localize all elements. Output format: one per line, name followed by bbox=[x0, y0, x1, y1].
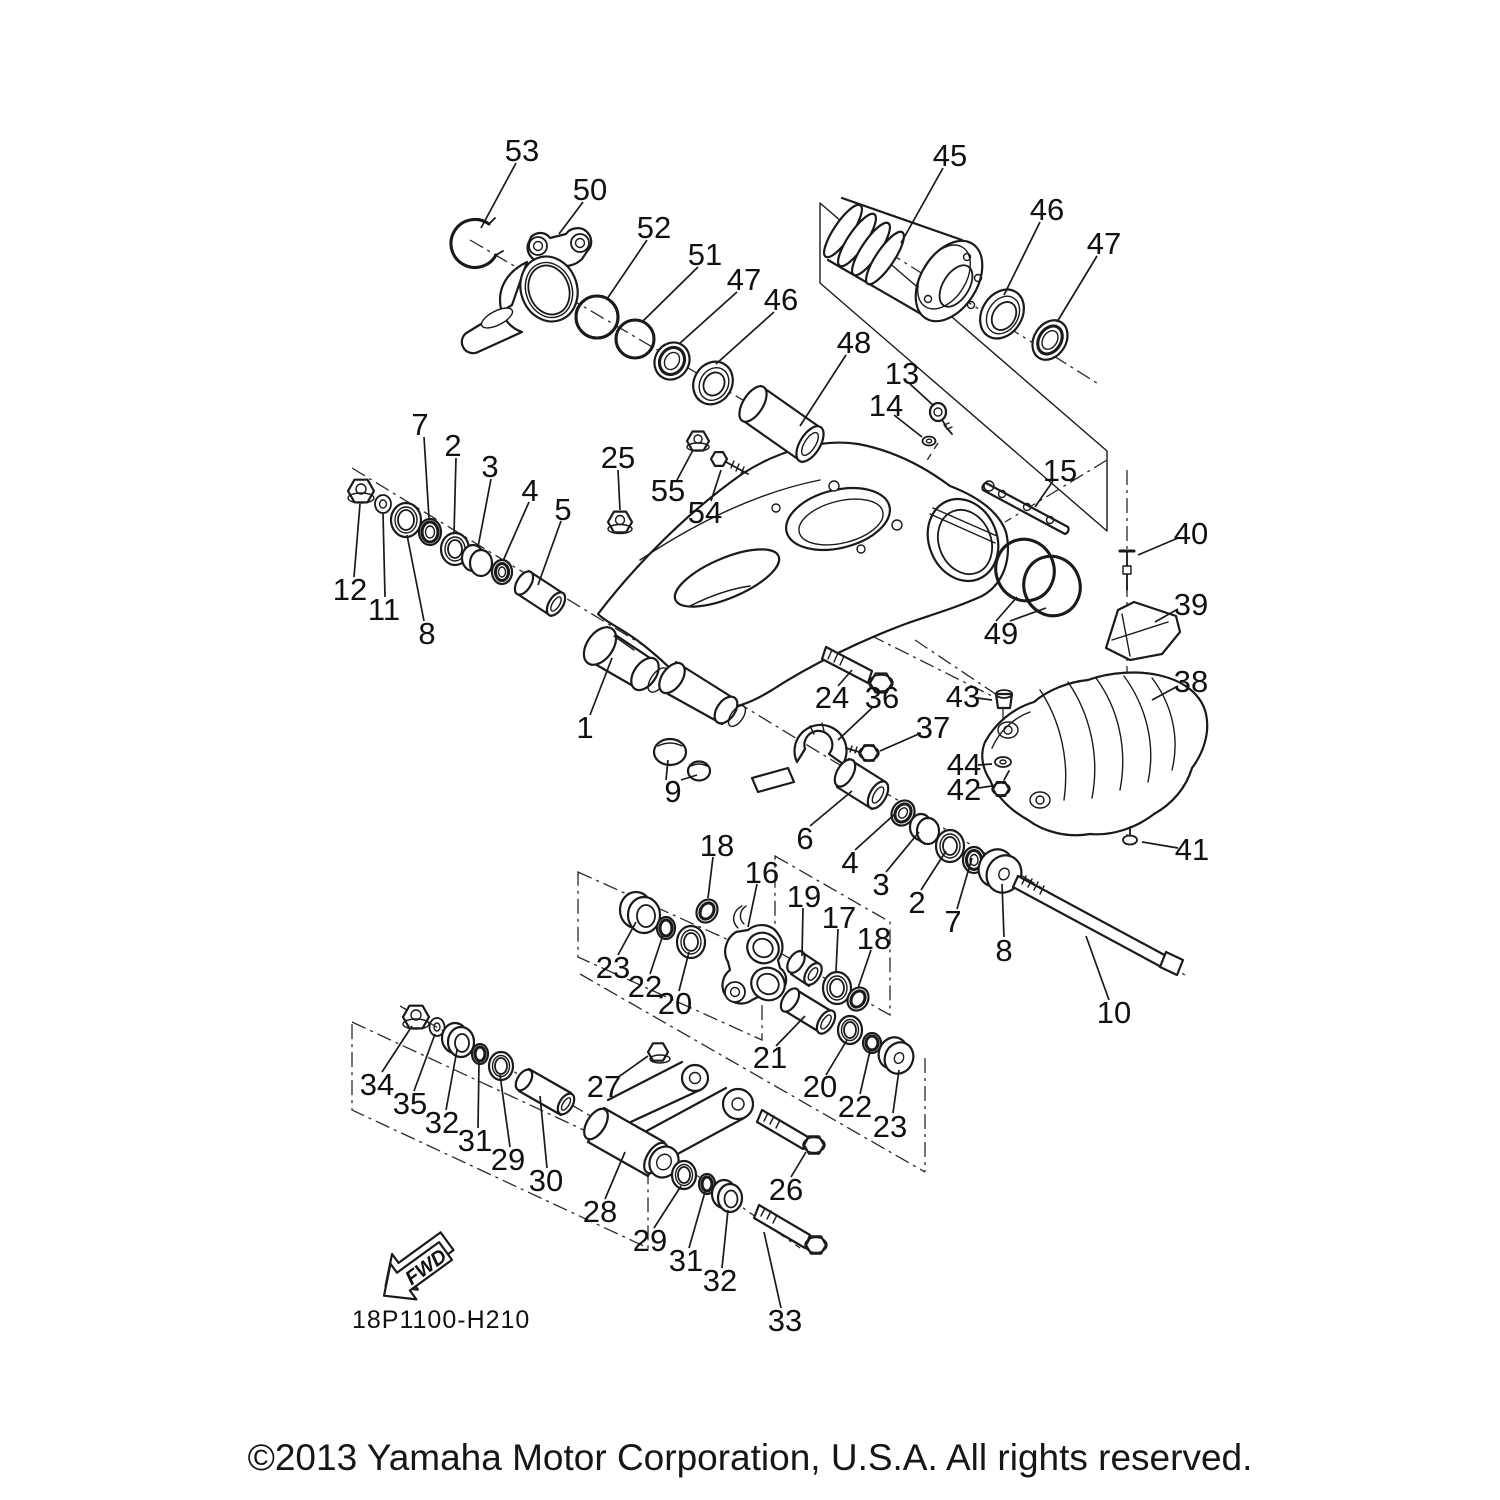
leader-line-51 bbox=[643, 267, 698, 321]
leader-line-34 bbox=[382, 1026, 412, 1072]
bearing-29-bottom bbox=[672, 1161, 696, 1189]
seal-4-left bbox=[492, 560, 512, 584]
fwd-arrow bbox=[367, 1223, 464, 1313]
copyright-line: ©2013 Yamaha Motor Corporation, U.S.A. All rights reserved. bbox=[247, 1437, 1253, 1478]
leader-line-12 bbox=[354, 504, 360, 577]
nut-55 bbox=[687, 432, 709, 452]
bushing-8-left bbox=[391, 503, 421, 537]
seal-47-left bbox=[648, 336, 696, 386]
callout-21: 21 bbox=[752, 1040, 788, 1075]
callout-18: 18 bbox=[699, 828, 735, 863]
bearing-2-right bbox=[936, 830, 964, 862]
leader-line-29 bbox=[500, 1075, 510, 1147]
guard-bracket-group bbox=[451, 218, 829, 466]
wedge-39 bbox=[1106, 602, 1180, 660]
callout-31: 31 bbox=[668, 1243, 704, 1278]
callout-48: 48 bbox=[836, 325, 872, 360]
callout-33: 33 bbox=[767, 1303, 803, 1338]
relay-arm-16 bbox=[723, 906, 791, 1006]
callout-43: 43 bbox=[945, 679, 981, 714]
pin-40 bbox=[1120, 551, 1134, 590]
callout-4: 4 bbox=[521, 473, 539, 508]
leader-line-53 bbox=[481, 163, 516, 228]
leader-line-35 bbox=[414, 1034, 435, 1091]
nut-12 bbox=[348, 480, 374, 503]
leader-line-47 bbox=[1057, 256, 1097, 322]
callout-38: 38 bbox=[1173, 664, 1209, 699]
callout-26: 26 bbox=[768, 1172, 804, 1207]
callout-2: 2 bbox=[444, 428, 462, 463]
cover-32-left bbox=[442, 1023, 474, 1057]
leader-line-52 bbox=[607, 240, 647, 299]
leader-line-18 bbox=[708, 857, 713, 898]
snap-ring bbox=[451, 218, 503, 267]
nut-27 bbox=[648, 1043, 670, 1063]
callout-28: 28 bbox=[582, 1194, 618, 1229]
callout-7: 7 bbox=[944, 904, 962, 939]
leader-line-33 bbox=[764, 1232, 781, 1308]
damper-43 bbox=[996, 690, 1012, 708]
leader-line-29 bbox=[654, 1186, 681, 1228]
callout-8: 8 bbox=[995, 933, 1013, 968]
bolt-13 bbox=[930, 403, 952, 434]
leader-line-7 bbox=[424, 437, 429, 518]
callout-37: 37 bbox=[915, 710, 951, 745]
pivot-shaft-10 bbox=[1013, 876, 1183, 975]
leader-line-48 bbox=[800, 355, 846, 426]
leader-line-31 bbox=[478, 1062, 479, 1128]
callout-42: 42 bbox=[946, 772, 982, 807]
bearing-29-left bbox=[489, 1052, 513, 1080]
callout-34: 34 bbox=[359, 1067, 395, 1102]
leader-line-23 bbox=[893, 1070, 899, 1113]
callout-11: 11 bbox=[367, 592, 401, 627]
callout-27: 27 bbox=[586, 1069, 622, 1104]
leader-line-32 bbox=[722, 1210, 728, 1268]
nut-34 bbox=[403, 1006, 429, 1029]
caps-9 bbox=[654, 739, 710, 781]
callout-19: 19 bbox=[786, 879, 822, 914]
bearing-20-left bbox=[677, 926, 705, 958]
collar-30 bbox=[512, 1067, 577, 1117]
seal-47-right bbox=[1025, 314, 1074, 367]
callout-7: 7 bbox=[411, 407, 429, 442]
fwd-label: FWD bbox=[401, 1245, 452, 1290]
leader-line-16 bbox=[748, 884, 757, 927]
leader-line-46 bbox=[1004, 222, 1040, 295]
seal-18-top bbox=[692, 896, 721, 927]
leader-line-32 bbox=[446, 1050, 457, 1110]
callout-31: 31 bbox=[457, 1123, 493, 1158]
leader-line-25 bbox=[618, 470, 620, 510]
callout-3: 3 bbox=[481, 449, 499, 484]
leader-line-31 bbox=[689, 1192, 705, 1248]
callout-55: 55 bbox=[650, 473, 686, 508]
callout-39: 39 bbox=[1173, 587, 1209, 622]
leader-line-41 bbox=[1142, 842, 1178, 848]
collar-3-left bbox=[462, 545, 492, 576]
callout-5: 5 bbox=[554, 492, 572, 527]
leader-line-46 bbox=[716, 312, 774, 364]
axle-housing bbox=[818, 198, 996, 333]
collar-19 bbox=[784, 948, 826, 988]
callout-44: 44 bbox=[946, 747, 982, 782]
callout-35: 35 bbox=[392, 1086, 428, 1121]
cover-32-bottom bbox=[712, 1180, 742, 1212]
bolt-54 bbox=[711, 452, 748, 474]
o-ring-52 bbox=[576, 296, 618, 338]
callout-23: 23 bbox=[595, 950, 631, 985]
leader-line-3 bbox=[886, 832, 919, 872]
callout-9: 9 bbox=[664, 774, 682, 809]
leader-line-28 bbox=[605, 1152, 625, 1199]
callout-20: 20 bbox=[657, 986, 693, 1021]
callout-23: 23 bbox=[872, 1109, 908, 1144]
leader-line-6 bbox=[810, 791, 852, 826]
leader-line-2 bbox=[454, 458, 456, 534]
callout-41: 41 bbox=[1174, 832, 1210, 867]
bolt-26 bbox=[757, 1110, 825, 1154]
leader-line-4 bbox=[503, 502, 529, 561]
seal-22-left bbox=[657, 917, 675, 939]
bearing-20-right bbox=[838, 1016, 862, 1044]
callout-29: 29 bbox=[632, 1223, 668, 1258]
callout-4: 4 bbox=[841, 845, 859, 880]
callout-20: 20 bbox=[802, 1069, 838, 1104]
collar-3-right bbox=[910, 814, 939, 844]
callout-46: 46 bbox=[763, 282, 799, 317]
callout-8: 8 bbox=[418, 616, 436, 651]
leader-line-27 bbox=[617, 1056, 648, 1078]
callout-18: 18 bbox=[856, 921, 892, 956]
seal-7-left bbox=[419, 519, 441, 545]
callout-13: 13 bbox=[884, 356, 920, 391]
callout-30: 30 bbox=[528, 1163, 564, 1198]
leader-line-17 bbox=[836, 929, 838, 971]
callout-15: 15 bbox=[1042, 453, 1078, 488]
callout-50: 50 bbox=[572, 172, 608, 207]
washer-11 bbox=[375, 495, 391, 513]
callout-47: 47 bbox=[1086, 226, 1122, 261]
leader-line-3 bbox=[478, 479, 491, 547]
bearing-46-left bbox=[686, 354, 741, 411]
callout-25: 25 bbox=[600, 440, 636, 475]
callout-32: 32 bbox=[424, 1105, 460, 1140]
leader-line-11 bbox=[383, 513, 385, 597]
callout-24: 24 bbox=[814, 680, 850, 715]
callout-49: 49 bbox=[983, 616, 1019, 651]
washer-14 bbox=[923, 437, 936, 446]
leader-line-5 bbox=[538, 521, 561, 585]
callout-6: 6 bbox=[796, 821, 814, 856]
callout-22: 22 bbox=[627, 969, 663, 1004]
callout-29: 29 bbox=[490, 1142, 526, 1177]
callout-12: 12 bbox=[332, 572, 368, 607]
callout-47: 47 bbox=[726, 262, 762, 297]
callout-10: 10 bbox=[1096, 995, 1132, 1030]
callout-53: 53 bbox=[504, 133, 540, 168]
callout-16: 16 bbox=[744, 855, 780, 890]
leader-line-19 bbox=[802, 908, 803, 956]
callout-52: 52 bbox=[636, 210, 672, 245]
leader-line-47 bbox=[679, 292, 737, 344]
chain-guide-clamp-36 bbox=[752, 723, 847, 792]
callout-32: 32 bbox=[702, 1263, 738, 1298]
leader-line-10 bbox=[1086, 936, 1109, 1000]
callout-54: 54 bbox=[687, 495, 723, 530]
nut-25 bbox=[608, 512, 632, 534]
leader-line-22 bbox=[860, 1051, 870, 1094]
callout-17: 17 bbox=[821, 900, 857, 935]
callout-2: 2 bbox=[908, 885, 926, 920]
callout-51: 51 bbox=[687, 237, 723, 272]
callout-14: 14 bbox=[868, 388, 904, 423]
callout-40: 40 bbox=[1173, 516, 1209, 551]
o-ring-51 bbox=[616, 320, 654, 358]
bolt-33 bbox=[754, 1205, 827, 1254]
callout-1: 1 bbox=[576, 710, 594, 745]
seal-31-left bbox=[472, 1044, 488, 1064]
leader-line-40 bbox=[1138, 538, 1178, 555]
cover-23-left bbox=[620, 892, 660, 933]
callout-36: 36 bbox=[864, 680, 900, 715]
callout-3: 3 bbox=[872, 867, 890, 902]
callout-22: 22 bbox=[837, 1089, 873, 1124]
callout-46: 46 bbox=[1029, 192, 1065, 227]
collar-5 bbox=[511, 568, 569, 618]
part-code: 18P1100-H210 bbox=[352, 1306, 531, 1334]
leader-line-4 bbox=[855, 813, 896, 850]
callout-45: 45 bbox=[932, 138, 968, 173]
leader-line-8 bbox=[407, 535, 424, 621]
